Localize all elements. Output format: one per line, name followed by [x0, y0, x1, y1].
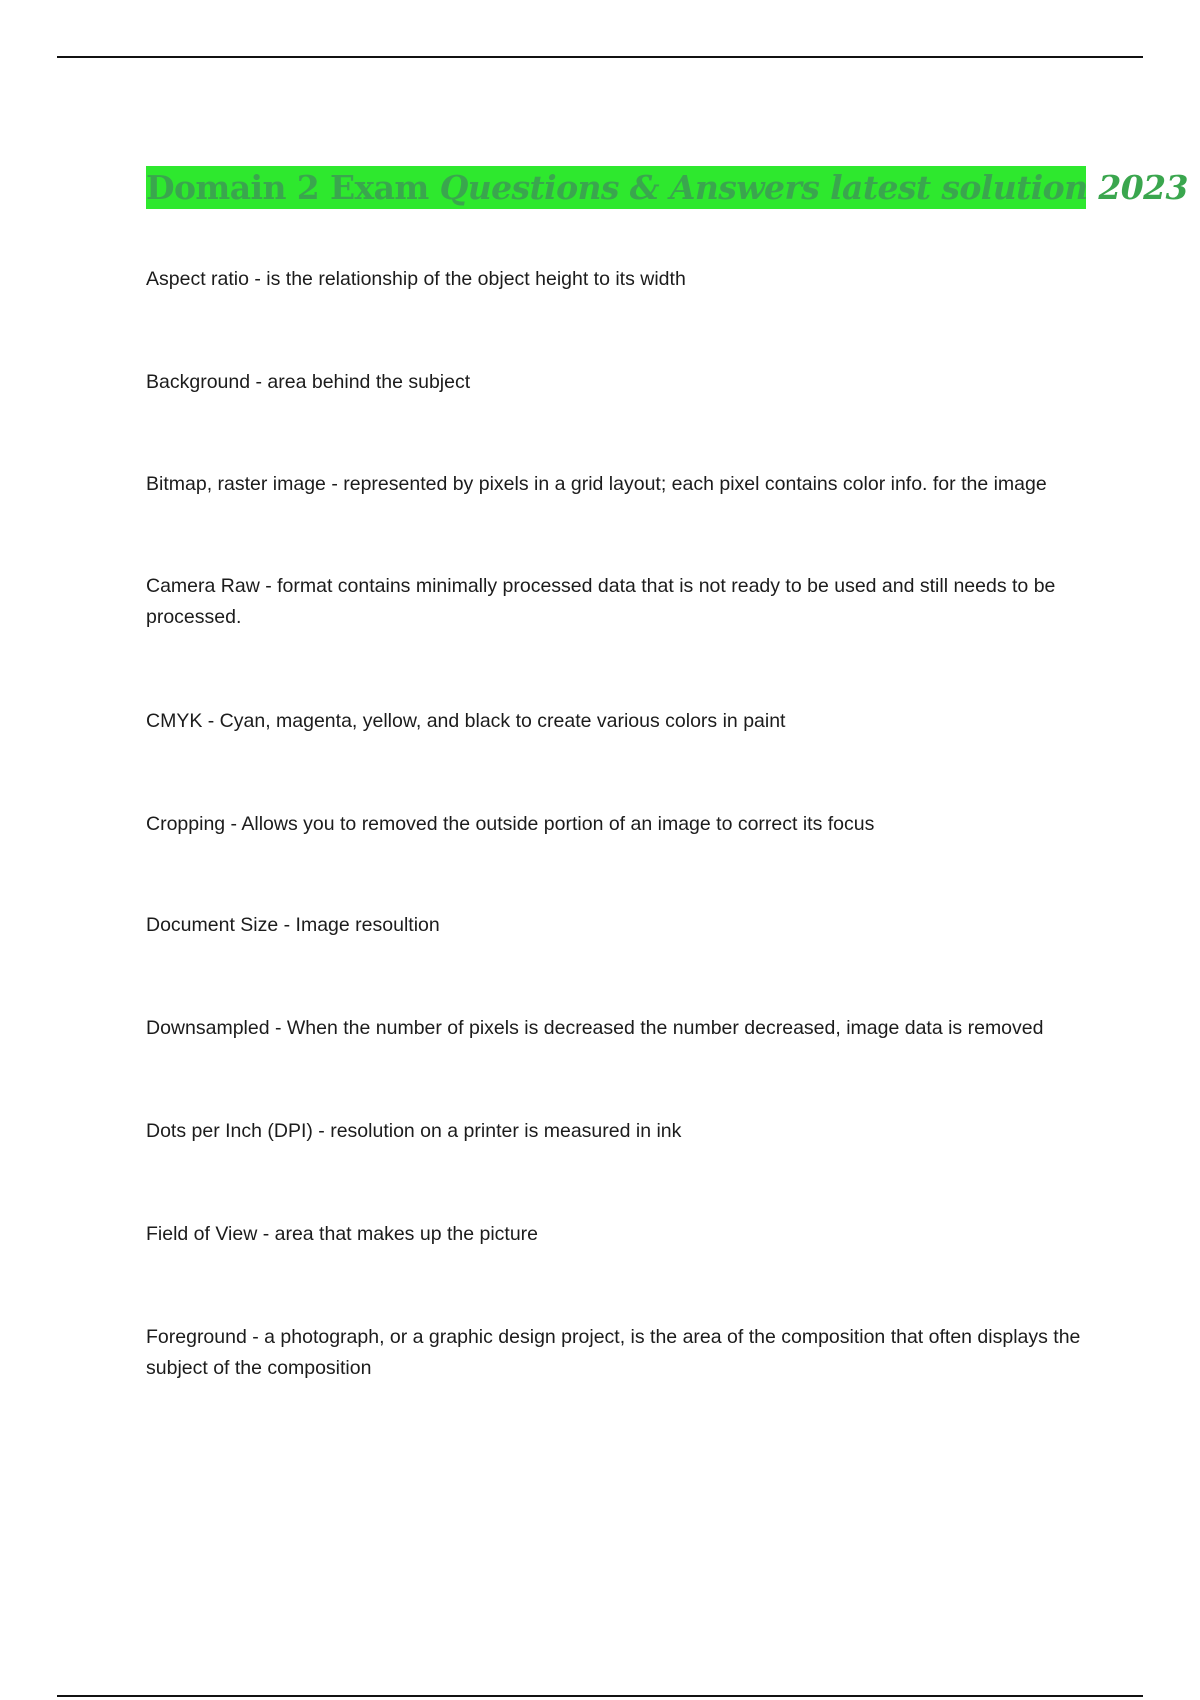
definition-entry-cmyk: CMYK - Cyan, magenta, yellow, and black to create various colors in paint — [146, 710, 786, 732]
definition-entry-downsampled: Downsampled - When the number of pixels is decreased the number decreased, image data is removed — [146, 1017, 1044, 1039]
definition-entry-foreground: Foreground - a photograph, or a graphic design project, is the area of the composition that often displays the subject of the composition — [146, 1326, 1081, 1379]
bottom-rule — [57, 1695, 1143, 1697]
top-rule — [57, 56, 1143, 58]
document-title — [146, 166, 1188, 209]
title-text-regular: Domain 2 Exam — [146, 168, 440, 207]
definition-entry-background: Background - area behind the subject — [146, 371, 471, 393]
definition-entry-cropping: Cropping - Allows you to removed the outside portion of an image to correct its focus — [146, 813, 875, 835]
definition-entry-bitmap: Bitmap, raster image - represented by pixels in a grid layout; each pixel contains color info. for the image — [146, 473, 1047, 495]
definition-entry-field-of-view: Field of View - area that makes up the picture — [146, 1223, 539, 1245]
definition-entry-dpi: Dots per Inch (DPI) - resolution on a printer is measured in ink — [146, 1120, 682, 1142]
title-text-italic: Questions & Answers latest solution 2023 — [439, 168, 1188, 207]
definition-entry-document-size: Document Size - Image resoultion — [146, 914, 440, 936]
definition-entry-camera-raw: Camera Raw - format contains minimally processed data that is not ready to be used and still needs to be processed. — [146, 575, 1056, 628]
definition-entry-aspect-ratio: Aspect ratio - is the relationship of the object height to its width — [146, 268, 686, 290]
